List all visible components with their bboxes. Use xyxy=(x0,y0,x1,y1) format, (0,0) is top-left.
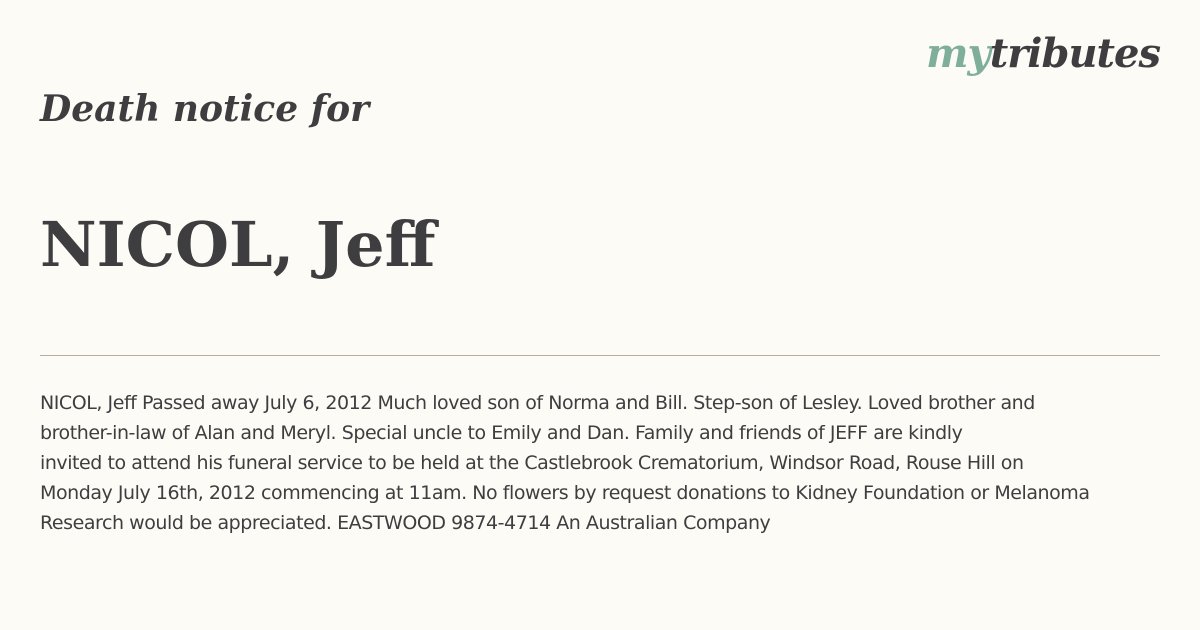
notice-body-line: brother-in-law of Alan and Meryl. Special uncle to Emily and Dan. Family and friends of JEFF are kindly xyxy=(40,422,963,444)
notice-body-line: invited to attend his funeral service to be held at the Castlebrook Crematorium, Windsor Road, Rouse Hill on xyxy=(40,452,1024,474)
notice-body-line: Monday July 16th, 2012 commencing at 11am. No flowers by request donations to Kidney Foundation or Melanoma xyxy=(40,482,1090,504)
logo-tributes-text: tributes xyxy=(989,30,1160,77)
notice-body-line: Research would be appreciated. EASTWOOD 9874-4714 An Australian Company xyxy=(40,512,771,534)
logo-my-text: my xyxy=(926,30,990,77)
mytributes-logo[interactable] xyxy=(926,30,1160,77)
notice-body xyxy=(40,388,1175,538)
notice-body-line: NICOL, Jeff Passed away July 6, 2012 Much loved son of Norma and Bill. Step-son of Lesley. Loved brother and xyxy=(40,392,1035,414)
deceased-name: NICOL, Jeff xyxy=(40,208,436,281)
divider xyxy=(40,355,1160,356)
notice-heading: Death notice for xyxy=(40,88,370,130)
